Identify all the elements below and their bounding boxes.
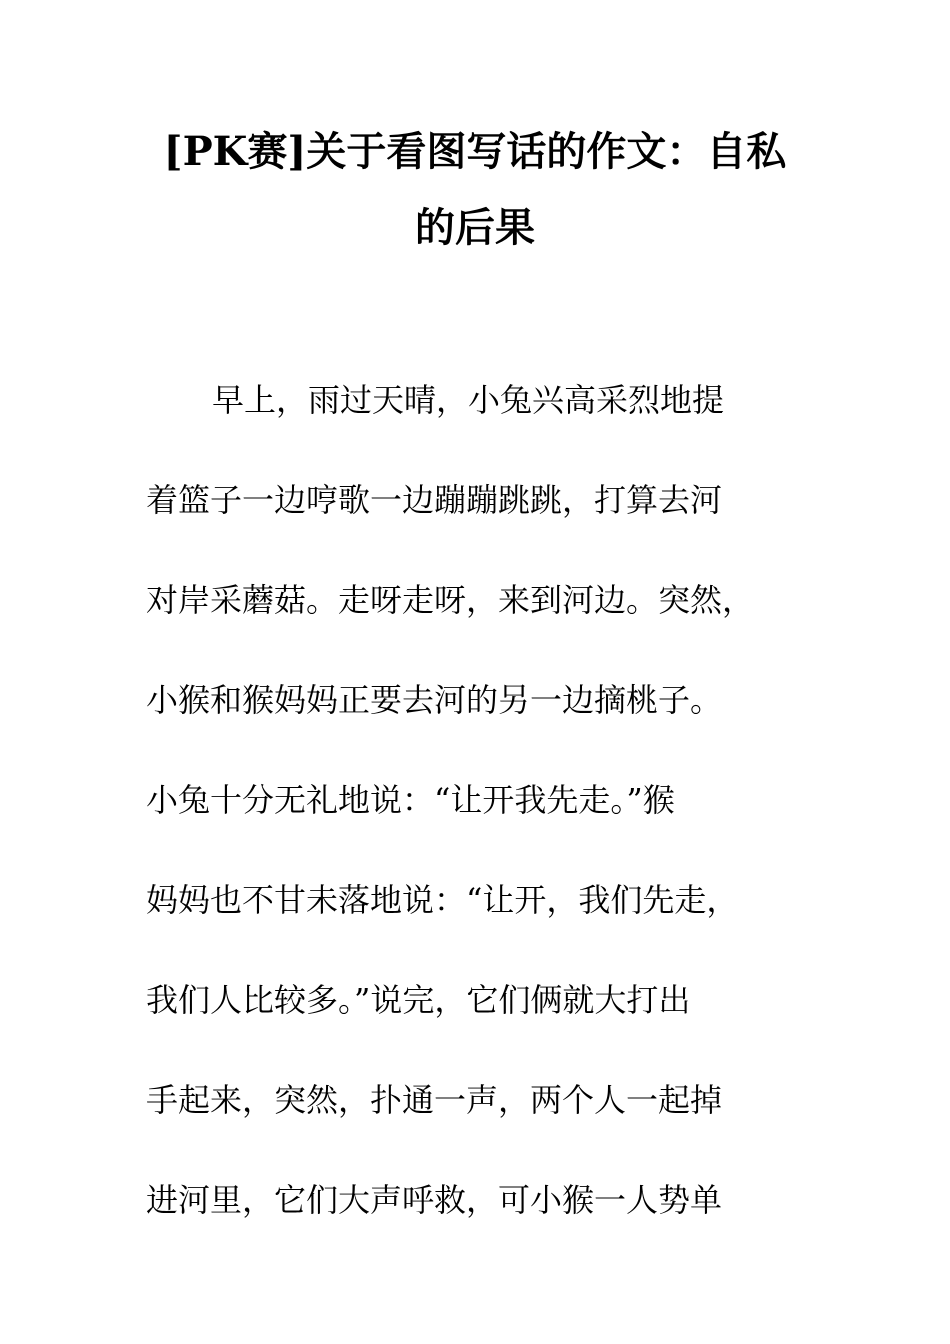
body-line-2: 着篮子一边哼歌一边蹦蹦跳跳，打算去河 — [146, 481, 723, 519]
body-line-7: 我们人比较多。”说完，它们俩就大打出 — [146, 981, 691, 1019]
body-line-4: 小猴和猴妈妈正要去河的另一边摘桃子。 — [146, 681, 723, 719]
body-line-1: 早上，雨过天晴，小兔兴高采烈地提 — [212, 381, 725, 419]
body-line-9: 进河里，它们大声呼救，可小猴一人势单 — [146, 1181, 723, 1219]
body-line-6: 妈妈也不甘未落地说：“让开，我们先走， — [146, 881, 739, 919]
title-line-1: [PK赛]关于看图写话的作文：自私 — [163, 128, 787, 175]
body-line-5: 小兔十分无礼地说：“让开我先走。”猴 — [146, 781, 675, 819]
body-line-3: 对岸采蘑菇。走呀走呀，来到河边。突然， — [146, 581, 755, 619]
title-line-2: 的后果 — [415, 204, 535, 251]
body-line-8: 手起来，突然，扑通一声，两个人一起掉 — [146, 1081, 723, 1119]
